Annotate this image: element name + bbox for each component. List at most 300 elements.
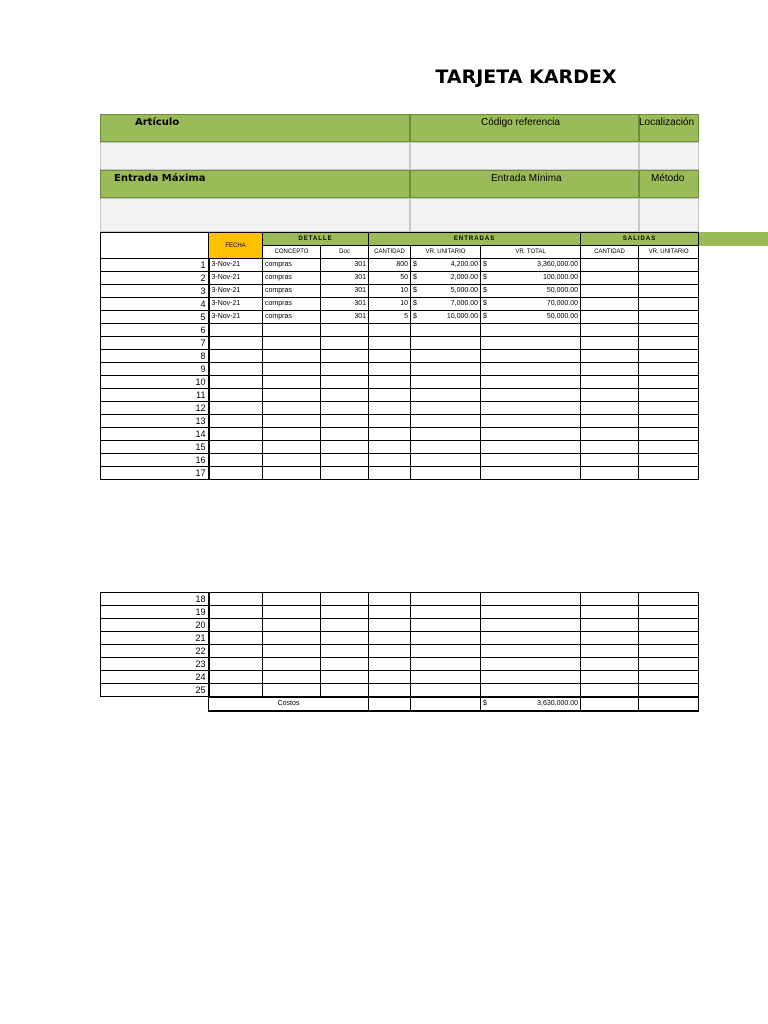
cantidad-cell[interactable] [369,619,411,632]
vr-total-cell[interactable] [481,606,581,619]
salidas-cantidad-cell[interactable] [581,350,639,363]
vr-unitario-cell[interactable] [411,658,481,671]
cantidad-cell[interactable]: 50 [369,272,411,285]
doc-cell[interactable] [321,454,369,467]
cantidad-cell[interactable] [369,337,411,350]
vr-unitario-cell[interactable] [411,311,481,324]
vr-unitario-cell[interactable] [411,389,481,402]
vr-total-cell[interactable] [481,324,581,337]
header-articulo-cell [100,114,410,142]
concepto-cell[interactable] [263,363,321,376]
kardex-table [100,232,699,480]
currency-sign: $ [483,300,487,307]
row-number[interactable]: 12 [101,402,209,415]
vr-unitario-cell[interactable] [411,441,481,454]
salidas-vr-unitario-cell[interactable] [639,337,699,350]
table-row [101,259,699,272]
page-title: TARJETA KARDEX [435,66,617,88]
salidas-cantidad-cell[interactable] [581,259,639,272]
cantidad-cell[interactable]: 5 [369,311,411,324]
currency-sign: $ [413,313,417,320]
row-number[interactable]: 2 [101,272,209,285]
cantidad-cell[interactable] [369,632,411,645]
salidas-header: SALIDAS [581,233,699,246]
salidas-cantidad-cell[interactable] [581,632,639,645]
vr-unitario-cell[interactable] [411,350,481,363]
salidas-vr-unitario-cell[interactable] [639,311,699,324]
concepto-cell[interactable] [263,324,321,337]
table-row [101,606,699,619]
fecha-cell[interactable] [209,402,263,415]
vr-total-cell[interactable] [481,454,581,467]
vr-unitario-cell-value: 5,000.00 [450,287,479,294]
entrada-maxima-label: Entrada Máxima [114,173,206,184]
detalle-header: DETALLE [263,233,369,246]
vr-unitario-cell[interactable] [411,363,481,376]
row-number[interactable]: 14 [101,428,209,441]
cantidad-cell[interactable]: 800 [369,259,411,272]
row-number[interactable]: 16 [101,454,209,467]
salidas-cantidad-cell[interactable] [581,337,639,350]
fecha-cell[interactable] [209,350,263,363]
vr-total-cell[interactable] [481,402,581,415]
fecha-cell[interactable]: 3-Nov-21 [209,259,263,272]
table-row [101,363,699,376]
concepto-cell[interactable] [263,645,321,658]
salidas-vr-unitario-cell[interactable] [639,684,699,697]
vr-total-cell[interactable] [481,350,581,363]
doc-cell[interactable]: 301 [321,285,369,298]
totals-row [101,697,699,711]
table-row [101,658,699,671]
salidas-cantidad-cell[interactable] [581,285,639,298]
header-entrada-maxima-cell [100,170,410,198]
vr-unitario-header: VR. UNITARIO [411,246,481,259]
table-row [101,389,699,402]
salidas-vr-unitario-cell[interactable] [639,606,699,619]
salidas-cantidad-cell[interactable] [581,684,639,697]
vr-unitario-cell-value: 10,000.00 [446,313,479,320]
row-number[interactable]: 25 [101,684,209,697]
codigo-value-field[interactable] [410,142,639,170]
doc-cell[interactable] [321,363,369,376]
fecha-cell[interactable]: 3-Nov-21 [209,285,263,298]
doc-cell[interactable] [321,619,369,632]
cantidad-cell[interactable] [369,324,411,337]
fecha-cell[interactable] [209,619,263,632]
doc-cell[interactable] [321,350,369,363]
header-codigo-cell [410,114,639,142]
concepto-cell[interactable]: compras [263,311,321,324]
salidas-vr-unitario-cell[interactable] [639,645,699,658]
row-number[interactable]: 5 [101,311,209,324]
doc-cell[interactable] [321,658,369,671]
header-metodo-cell [639,170,699,198]
fecha-cell[interactable] [209,632,263,645]
vr-unitario-cell-value: 2,000.00 [450,274,479,281]
currency-sign: $ [413,287,417,294]
concepto-cell[interactable] [263,671,321,684]
vr-total-cell[interactable] [481,376,581,389]
vr-total-cell[interactable] [481,658,581,671]
doc-cell[interactable] [321,415,369,428]
salidas-header-overflow [699,232,768,246]
row-number[interactable]: 21 [101,632,209,645]
kardex-table-continued [100,592,699,712]
cantidad-cell[interactable] [369,467,411,480]
table-row [101,684,699,697]
row-number[interactable]: 6 [101,324,209,337]
table-row [101,350,699,363]
salidas-cantidad-cell[interactable] [581,324,639,337]
vr-unitario-cell[interactable] [411,272,481,285]
concepto-cell[interactable] [263,606,321,619]
cantidad-cell[interactable] [369,402,411,415]
doc-cell[interactable] [321,632,369,645]
cantidad-cell[interactable] [369,454,411,467]
salidas-cantidad-cell[interactable] [581,298,639,311]
vr-unitario-cell-value: 4,200.00 [450,261,479,268]
vr-total-cell[interactable] [481,415,581,428]
entradas-header: ENTRADAS [369,233,581,246]
salidas-cantidad-cell[interactable] [581,441,639,454]
doc-cell[interactable]: 301 [321,298,369,311]
row-number[interactable]: 7 [101,337,209,350]
fecha-cell[interactable] [209,671,263,684]
vr-unitario-cell[interactable] [411,402,481,415]
salidas-cantidad-cell[interactable] [581,467,639,480]
table-row [101,415,699,428]
doc-cell[interactable] [321,324,369,337]
articulo-label: Artículo [135,117,180,128]
doc-cell[interactable] [321,441,369,454]
table-row [101,402,699,415]
salidas-cantidad-cell[interactable] [581,671,639,684]
salidas-vr-unitario-cell[interactable] [639,389,699,402]
salidas-vr-unitario-cell[interactable] [639,415,699,428]
row-number[interactable]: 9 [101,363,209,376]
table-row [101,311,699,324]
vr-unitario-cell[interactable] [411,593,481,606]
salidas-vr-unitario-cell[interactable] [639,658,699,671]
doc-cell[interactable] [321,606,369,619]
salidas-cantidad-cell[interactable] [581,619,639,632]
vr-unitario-cell[interactable] [411,298,481,311]
vr-unitario-cell[interactable] [411,454,481,467]
header-localizacion-cell [639,114,699,142]
row-number[interactable]: 4 [101,298,209,311]
concepto-cell[interactable] [263,619,321,632]
vr-total-cell[interactable] [481,441,581,454]
concepto-cell[interactable] [263,467,321,480]
row-number[interactable]: 18 [101,593,209,606]
concepto-cell[interactable]: compras [263,285,321,298]
table-row [101,593,699,606]
vr-unitario-cell[interactable] [411,606,481,619]
vr-total-header: VR. TOTAL [481,246,581,259]
currency-sign: $ [413,261,417,268]
cantidad-cell[interactable] [369,441,411,454]
vr-total-cell[interactable] [481,337,581,350]
vr-unitario-cell[interactable] [411,376,481,389]
currency-sign: $ [483,261,487,268]
concepto-cell[interactable] [263,593,321,606]
salidas-vr-unitario-cell[interactable] [639,632,699,645]
salidas-cantidad-cell[interactable] [581,376,639,389]
row-number[interactable]: 8 [101,350,209,363]
concepto-cell[interactable] [263,350,321,363]
vr-total-cell[interactable] [481,593,581,606]
table-row [101,467,699,480]
vr-unitario-cell[interactable] [411,632,481,645]
doc-cell[interactable] [321,428,369,441]
cantidad-cell[interactable] [369,658,411,671]
row-number[interactable]: 22 [101,645,209,658]
salidas-cantidad-cell[interactable] [581,272,639,285]
vr-total-cell[interactable] [481,671,581,684]
doc-cell[interactable] [321,645,369,658]
salidas-cantidad-cell[interactable] [581,645,639,658]
fecha-cell[interactable] [209,389,263,402]
fecha-cell[interactable] [209,454,263,467]
currency-sign: $ [483,313,487,320]
row-number[interactable]: 19 [101,606,209,619]
fecha-cell[interactable] [209,337,263,350]
salidas-vr-unitario-cell[interactable] [639,619,699,632]
currency-sign: $ [483,274,487,281]
vr-unitario-cell[interactable] [411,619,481,632]
row-number[interactable]: 15 [101,441,209,454]
doc-cell[interactable] [321,467,369,480]
salidas-cantidad-cell[interactable] [581,454,639,467]
vr-unitario-cell[interactable] [411,671,481,684]
cantidad-cell[interactable] [369,684,411,697]
table-row [101,272,699,285]
table-row [101,645,699,658]
table-row [101,441,699,454]
concepto-cell[interactable] [263,415,321,428]
fecha-cell[interactable] [209,415,263,428]
doc-cell[interactable] [321,684,369,697]
vr-total-cell-value: 100,000.00 [543,274,579,281]
articulo-value-field[interactable] [100,142,410,170]
row-number[interactable]: 17 [101,467,209,480]
salidas-cantidad-cell[interactable] [581,593,639,606]
currency-sign: $ [413,274,417,281]
costos-total: 3,630,000.00 [537,699,578,707]
cantidad-cell[interactable] [369,350,411,363]
concepto-cell[interactable] [263,632,321,645]
concepto-header: CONCEPTO [263,246,321,259]
doc-cell[interactable] [321,389,369,402]
cantidad-cell[interactable]: 10 [369,298,411,311]
row-number[interactable]: 24 [101,671,209,684]
vr-unitario-cell[interactable] [411,467,481,480]
row-number[interactable]: 20 [101,619,209,632]
table-row [101,376,699,389]
salidas-vr-unitario-cell[interactable] [639,671,699,684]
concepto-cell[interactable] [263,376,321,389]
table-row [101,285,699,298]
salidas-vr-unitario-header: VR. UNITARIO [639,246,699,259]
vr-total-cell[interactable] [481,259,581,272]
row-number[interactable]: 10 [101,376,209,389]
metodo-label: Método [651,173,685,184]
concepto-cell[interactable] [263,684,321,697]
vr-total-cell-value: 50,000.00 [546,287,579,294]
cantidad-cell[interactable] [369,606,411,619]
doc-cell[interactable] [321,402,369,415]
salidas-vr-unitario-cell[interactable] [639,350,699,363]
entrada-maxima-value-field[interactable] [100,198,410,232]
vr-total-cell-value: 70,000.00 [546,300,579,307]
salidas-cantidad-cell[interactable] [581,311,639,324]
salidas-cantidad-cell[interactable] [581,415,639,428]
vr-unitario-cell[interactable] [411,684,481,697]
localizacion-value-field[interactable] [639,142,699,170]
salidas-vr-unitario-cell[interactable] [639,593,699,606]
vr-total-cell[interactable] [481,684,581,697]
fecha-cell[interactable] [209,658,263,671]
vr-total-cell[interactable] [481,298,581,311]
header-entrada-minima-cell [410,170,639,198]
vr-unitario-cell[interactable] [411,285,481,298]
salidas-vr-unitario-cell[interactable] [639,298,699,311]
fecha-cell[interactable]: 3-Nov-21 [209,298,263,311]
row-number[interactable]: 13 [101,415,209,428]
currency-sign: $ [413,300,417,307]
vr-total-cell[interactable] [481,363,581,376]
salidas-vr-unitario-cell[interactable] [639,272,699,285]
salidas-vr-unitario-cell[interactable] [639,467,699,480]
table-row [101,671,699,684]
concepto-cell[interactable] [263,402,321,415]
table-row [101,454,699,467]
localizacion-label: Localización [639,117,695,128]
fecha-cell[interactable] [209,645,263,658]
fecha-cell[interactable] [209,363,263,376]
cantidad-cell[interactable] [369,428,411,441]
table-row [101,337,699,350]
fecha-cell[interactable] [209,593,263,606]
fecha-cell[interactable] [209,684,263,697]
vr-total-cell-value: 50,000.00 [546,313,579,320]
salidas-cantidad-cell[interactable] [581,363,639,376]
concepto-cell[interactable]: compras [263,272,321,285]
fecha-cell[interactable]: 3-Nov-21 [209,311,263,324]
vr-unitario-cell[interactable] [411,337,481,350]
concepto-cell[interactable] [263,454,321,467]
vr-unitario-cell[interactable] [411,324,481,337]
fecha-cell[interactable] [209,376,263,389]
table-row [101,298,699,311]
entrada-minima-value-field[interactable] [410,198,639,232]
cantidad-cell[interactable] [369,363,411,376]
concepto-cell[interactable] [263,389,321,402]
salidas-vr-unitario-cell[interactable] [639,285,699,298]
row-number[interactable]: 1 [101,259,209,272]
concepto-cell[interactable] [263,428,321,441]
row-number-header [101,233,209,259]
salidas-vr-unitario-cell[interactable] [639,324,699,337]
vr-total-cell[interactable] [481,632,581,645]
vr-unitario-cell[interactable] [411,259,481,272]
salidas-cantidad-cell[interactable] [581,389,639,402]
concepto-cell[interactable]: compras [263,259,321,272]
vr-total-cell[interactable] [481,467,581,480]
vr-total-cell[interactable] [481,389,581,402]
fecha-header: FECHA [209,233,263,259]
cantidad-cell[interactable] [369,645,411,658]
table-row [101,632,699,645]
concepto-cell[interactable]: compras [263,298,321,311]
doc-cell[interactable] [321,671,369,684]
codigo-label: Código referencia [481,117,560,128]
doc-cell[interactable]: 301 [321,311,369,324]
salidas-vr-unitario-cell[interactable] [639,441,699,454]
vr-unitario-cell[interactable] [411,428,481,441]
salidas-vr-unitario-cell[interactable] [639,428,699,441]
cantidad-cell[interactable] [369,376,411,389]
salidas-cantidad-cell[interactable] [581,606,639,619]
cantidad-cell[interactable] [369,389,411,402]
doc-cell[interactable] [321,593,369,606]
fecha-cell[interactable]: 3-Nov-21 [209,272,263,285]
vr-total-cell[interactable] [481,645,581,658]
fecha-cell[interactable] [209,428,263,441]
row-number[interactable]: 3 [101,285,209,298]
fecha-cell[interactable] [209,467,263,480]
doc-cell[interactable] [321,376,369,389]
doc-cell[interactable]: 301 [321,272,369,285]
vr-total-cell[interactable] [481,272,581,285]
vr-unitario-cell[interactable] [411,645,481,658]
salidas-vr-unitario-cell[interactable] [639,259,699,272]
vr-unitario-cell-value: 7,000.00 [450,300,479,307]
concepto-cell[interactable] [263,337,321,350]
concepto-cell[interactable] [263,658,321,671]
salidas-vr-unitario-cell[interactable] [639,402,699,415]
fecha-cell[interactable] [209,441,263,454]
salidas-cantidad-cell[interactable] [581,428,639,441]
salidas-vr-unitario-cell[interactable] [639,363,699,376]
cantidad-cell[interactable] [369,593,411,606]
fecha-cell[interactable] [209,606,263,619]
vr-unitario-cell[interactable] [411,415,481,428]
vr-total-cell[interactable] [481,311,581,324]
row-number[interactable]: 11 [101,389,209,402]
cantidad-cell[interactable]: 10 [369,285,411,298]
row-number[interactable]: 23 [101,658,209,671]
salidas-cantidad-cell[interactable] [581,658,639,671]
concepto-cell[interactable] [263,441,321,454]
doc-cell[interactable] [321,337,369,350]
vr-total-cell[interactable] [481,619,581,632]
costos-currency: $ [483,699,487,707]
vr-total-cell[interactable] [481,285,581,298]
cantidad-header: CANTIDAD [369,246,411,259]
salidas-vr-unitario-cell[interactable] [639,454,699,467]
salidas-vr-unitario-cell[interactable] [639,376,699,389]
vr-total-cell[interactable] [481,428,581,441]
doc-cell[interactable]: 301 [321,259,369,272]
salidas-cantidad-cell[interactable] [581,402,639,415]
metodo-value-field[interactable] [639,198,699,232]
fecha-cell[interactable] [209,324,263,337]
salidas-cantidad-header: CANTIDAD [581,246,639,259]
cantidad-cell[interactable] [369,415,411,428]
cantidad-cell[interactable] [369,671,411,684]
